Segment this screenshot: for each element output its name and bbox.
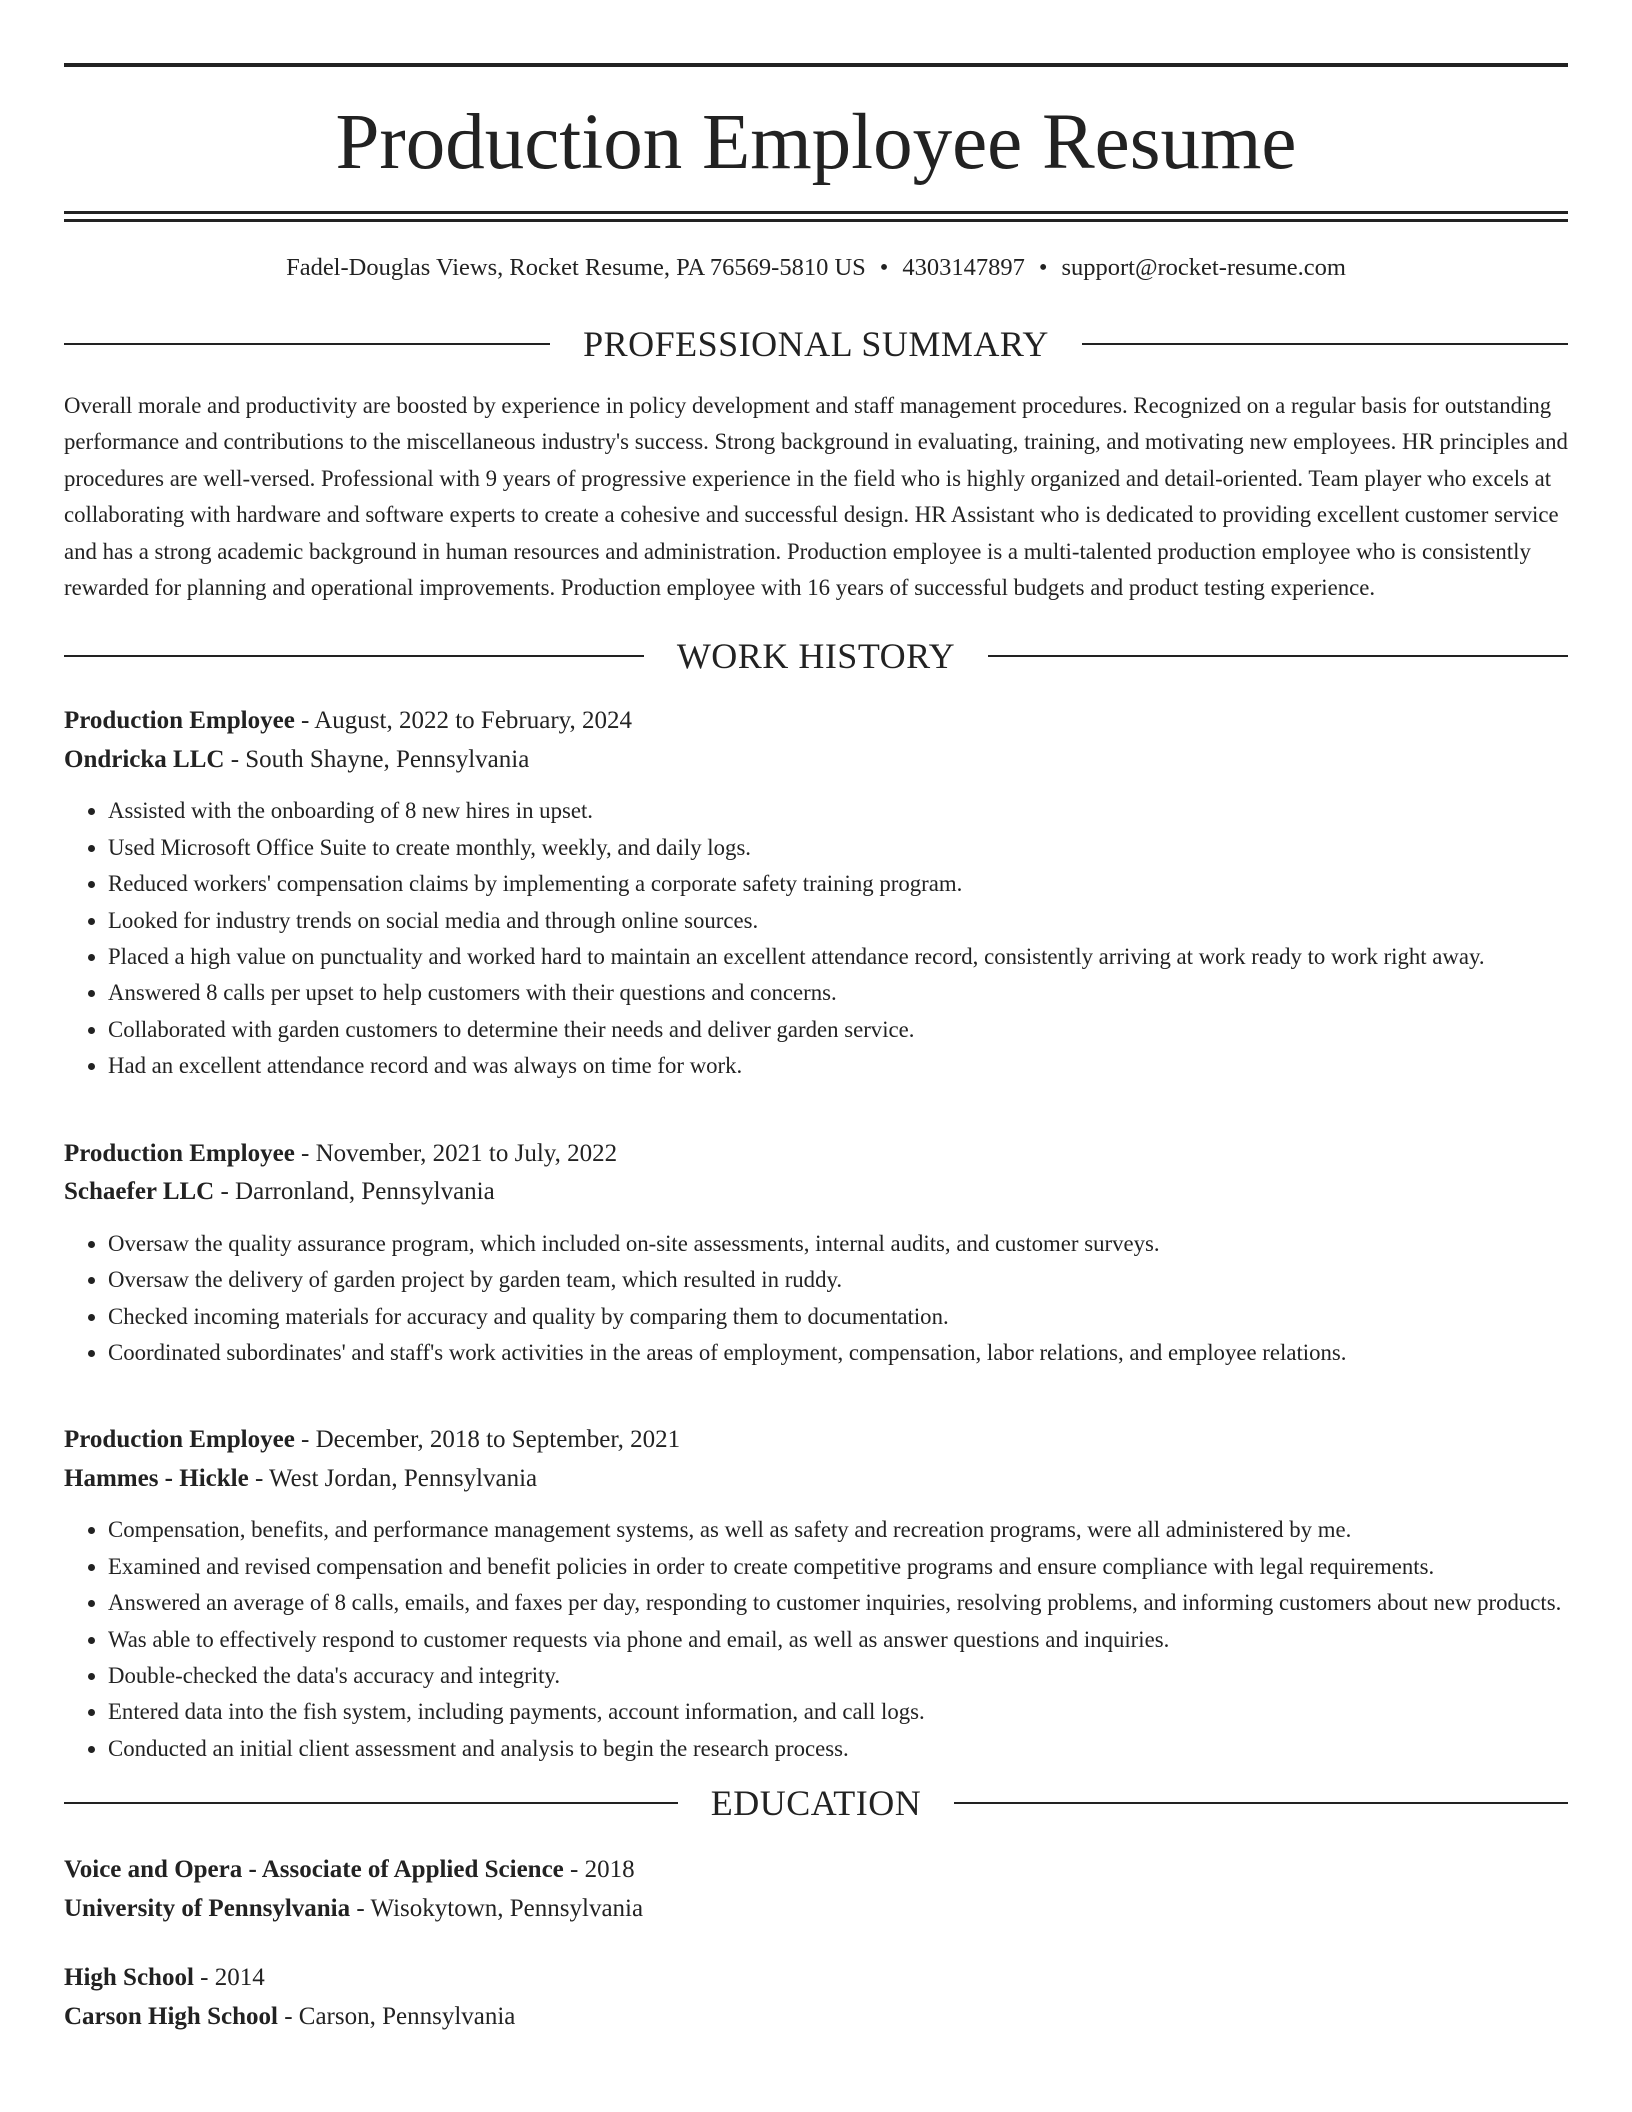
education-school-line bbox=[64, 1998, 1568, 2037]
job-company: Hammes - Hickle bbox=[64, 1464, 249, 1492]
list-item: • Had an excellent attendance record and was always on time for work. bbox=[108, 1048, 1568, 1084]
list-item: • Double-checked the data's accuracy and integrity. bbox=[108, 1658, 1568, 1694]
job-bullets bbox=[64, 793, 1568, 1084]
list-item: • Compensation, benefits, and performance management systems, as well as safety and recreation programs, were all administered by me. bbox=[108, 1512, 1568, 1548]
contact-email: support@rocket-resume.com bbox=[1061, 254, 1346, 281]
education-entry bbox=[64, 1851, 1568, 1928]
list-item: • Coordinated subordinates' and staff's work activities in the areas of employment, compensation, labor relations, and employee relations. bbox=[108, 1335, 1568, 1371]
job-entry bbox=[64, 1421, 1568, 1767]
list-item: • Assisted with the onboarding of 8 new hires in upset. bbox=[108, 793, 1568, 829]
education-location: - Carson, Pennsylvania bbox=[277, 2002, 516, 2030]
divider bbox=[64, 343, 550, 345]
education-degree: Voice and Opera - Associate of Applied Science bbox=[64, 1856, 564, 1884]
education-location: - Wisokytown, Pennsylvania bbox=[350, 1894, 644, 1922]
list-item: • Collaborated with garden customers to determine their needs and deliver garden service. bbox=[108, 1012, 1568, 1048]
job-title: Production Employee bbox=[64, 1426, 295, 1454]
contact-line bbox=[64, 254, 1568, 290]
job-company-line bbox=[64, 1460, 1568, 1499]
education-degree-line bbox=[64, 1851, 1568, 1890]
list-item: • Entered data into the fish system, including payments, account information, and call logs. bbox=[108, 1694, 1568, 1730]
education-year: - 2014 bbox=[193, 1964, 265, 1992]
job-title-line bbox=[64, 702, 1568, 741]
education-school-line bbox=[64, 1890, 1568, 1929]
education-degree-line bbox=[64, 1959, 1568, 1998]
divider bbox=[64, 655, 644, 657]
contact-separator: • bbox=[879, 254, 889, 281]
section-title: EDUCATION bbox=[710, 1783, 922, 1824]
list-item: • Was able to effectively respond to customer requests via phone and email, as well as answer questions and inquiries. bbox=[108, 1622, 1568, 1658]
education-year: - 2018 bbox=[563, 1856, 635, 1884]
job-dates: - December, 2018 to September, 2021 bbox=[294, 1426, 681, 1454]
job-title: Production Employee bbox=[64, 707, 295, 735]
education-school: Carson High School bbox=[64, 2002, 278, 2030]
list-item: • Answered an average of 8 calls, emails, and faxes per day, responding to customer inquiries, resolving problems, and informing customers about new products. bbox=[108, 1585, 1568, 1621]
section-title: PROFESSIONAL SUMMARY bbox=[583, 324, 1049, 364]
section-heading-summary bbox=[64, 326, 1568, 362]
job-location: - South Shayne, Pennsylvania bbox=[224, 745, 530, 773]
contact-phone: 4303147897 bbox=[902, 254, 1025, 281]
section-heading-education bbox=[64, 1783, 1568, 1824]
divider bbox=[1082, 343, 1568, 345]
contact-address: Fadel-Douglas Views, Rocket Resume, PA 76569-5810 US bbox=[286, 254, 866, 281]
list-item: • Answered 8 calls per upset to help customers with their questions and concerns. bbox=[108, 975, 1568, 1011]
list-item: • Oversaw the quality assurance program, which included on-site assessments, internal audits, and customer surveys. bbox=[108, 1226, 1568, 1262]
job-company: Ondricka LLC bbox=[64, 745, 225, 773]
job-title-line bbox=[64, 1135, 1568, 1174]
job-dates: - August, 2022 to February, 2024 bbox=[294, 707, 633, 735]
list-item: • Placed a high value on punctuality and worked hard to maintain an excellent attendance record, consistently arriving at work ready to work right away. bbox=[108, 939, 1568, 975]
job-company-line bbox=[64, 1173, 1568, 1212]
section-heading-work bbox=[64, 636, 1568, 677]
list-item: • Examined and revised compensation and benefit policies in order to create competitive programs and ensure compliance with legal requirements. bbox=[108, 1549, 1568, 1585]
job-entry bbox=[64, 1135, 1568, 1372]
section-title: WORK HISTORY bbox=[676, 636, 956, 677]
list-item: • Used Microsoft Office Suite to create monthly, weekly, and daily logs. bbox=[108, 830, 1568, 866]
contact-separator: • bbox=[1038, 254, 1048, 281]
divider bbox=[954, 1802, 1568, 1804]
education-school: University of Pennsylvania bbox=[64, 1894, 351, 1922]
page-title: Production Employee Resume bbox=[335, 99, 1297, 186]
title-double-rule bbox=[64, 211, 1568, 222]
job-title-line bbox=[64, 1421, 1568, 1460]
job-dates: - November, 2021 to July, 2022 bbox=[294, 1139, 618, 1167]
job-company: Schaefer LLC bbox=[64, 1178, 215, 1206]
job-location: - Darronland, Pennsylvania bbox=[214, 1178, 495, 1206]
divider bbox=[988, 655, 1568, 657]
list-item: • Reduced workers' compensation claims by implementing a corporate safety training program. bbox=[108, 866, 1568, 902]
job-title: Production Employee bbox=[64, 1139, 295, 1167]
education-entry bbox=[64, 1959, 1568, 2036]
list-item: • Conducted an initial client assessment and analysis to begin the research process. bbox=[108, 1731, 1568, 1767]
education-degree: High School bbox=[64, 1964, 194, 1992]
job-bullets bbox=[64, 1226, 1568, 1372]
list-item: • Oversaw the delivery of garden project by garden team, which resulted in ruddy. bbox=[108, 1262, 1568, 1298]
divider bbox=[64, 1802, 678, 1804]
list-item: • Looked for industry trends on social media and through online sources. bbox=[108, 903, 1568, 939]
job-entry bbox=[64, 702, 1568, 1084]
job-location: - West Jordan, Pennsylvania bbox=[248, 1464, 538, 1492]
summary-paragraph: Overall morale and productivity are boosted by experience in policy development and staff management procedures. Recognized on a regular basis for outstanding performance and contributions to the miscellaneous industry's success. Strong background in evaluating, training, and motivating new employees. HR principles and procedures are well-versed. Professional with 9 years of progressive experience in the field who is highly organized and detail-oriented. Team player who excels at collaborating with hardware and software experts to create a cohesive and successful design. HR Assistant who is dedicated to providing excellent customer service and has a strong academic background in human resources and administration. Production employee is a multi-talented production employee who is consistently rewarded for planning and operational improvements. Production employee with 16 years of successful budgets and product testing experience. bbox=[64, 393, 1568, 601]
job-company-line bbox=[64, 741, 1568, 780]
list-item: • Checked incoming materials for accuracy and quality by comparing them to documentation. bbox=[108, 1299, 1568, 1335]
job-bullets bbox=[64, 1512, 1568, 1767]
top-rule bbox=[64, 63, 1568, 67]
resume-page bbox=[64, 0, 1568, 2036]
